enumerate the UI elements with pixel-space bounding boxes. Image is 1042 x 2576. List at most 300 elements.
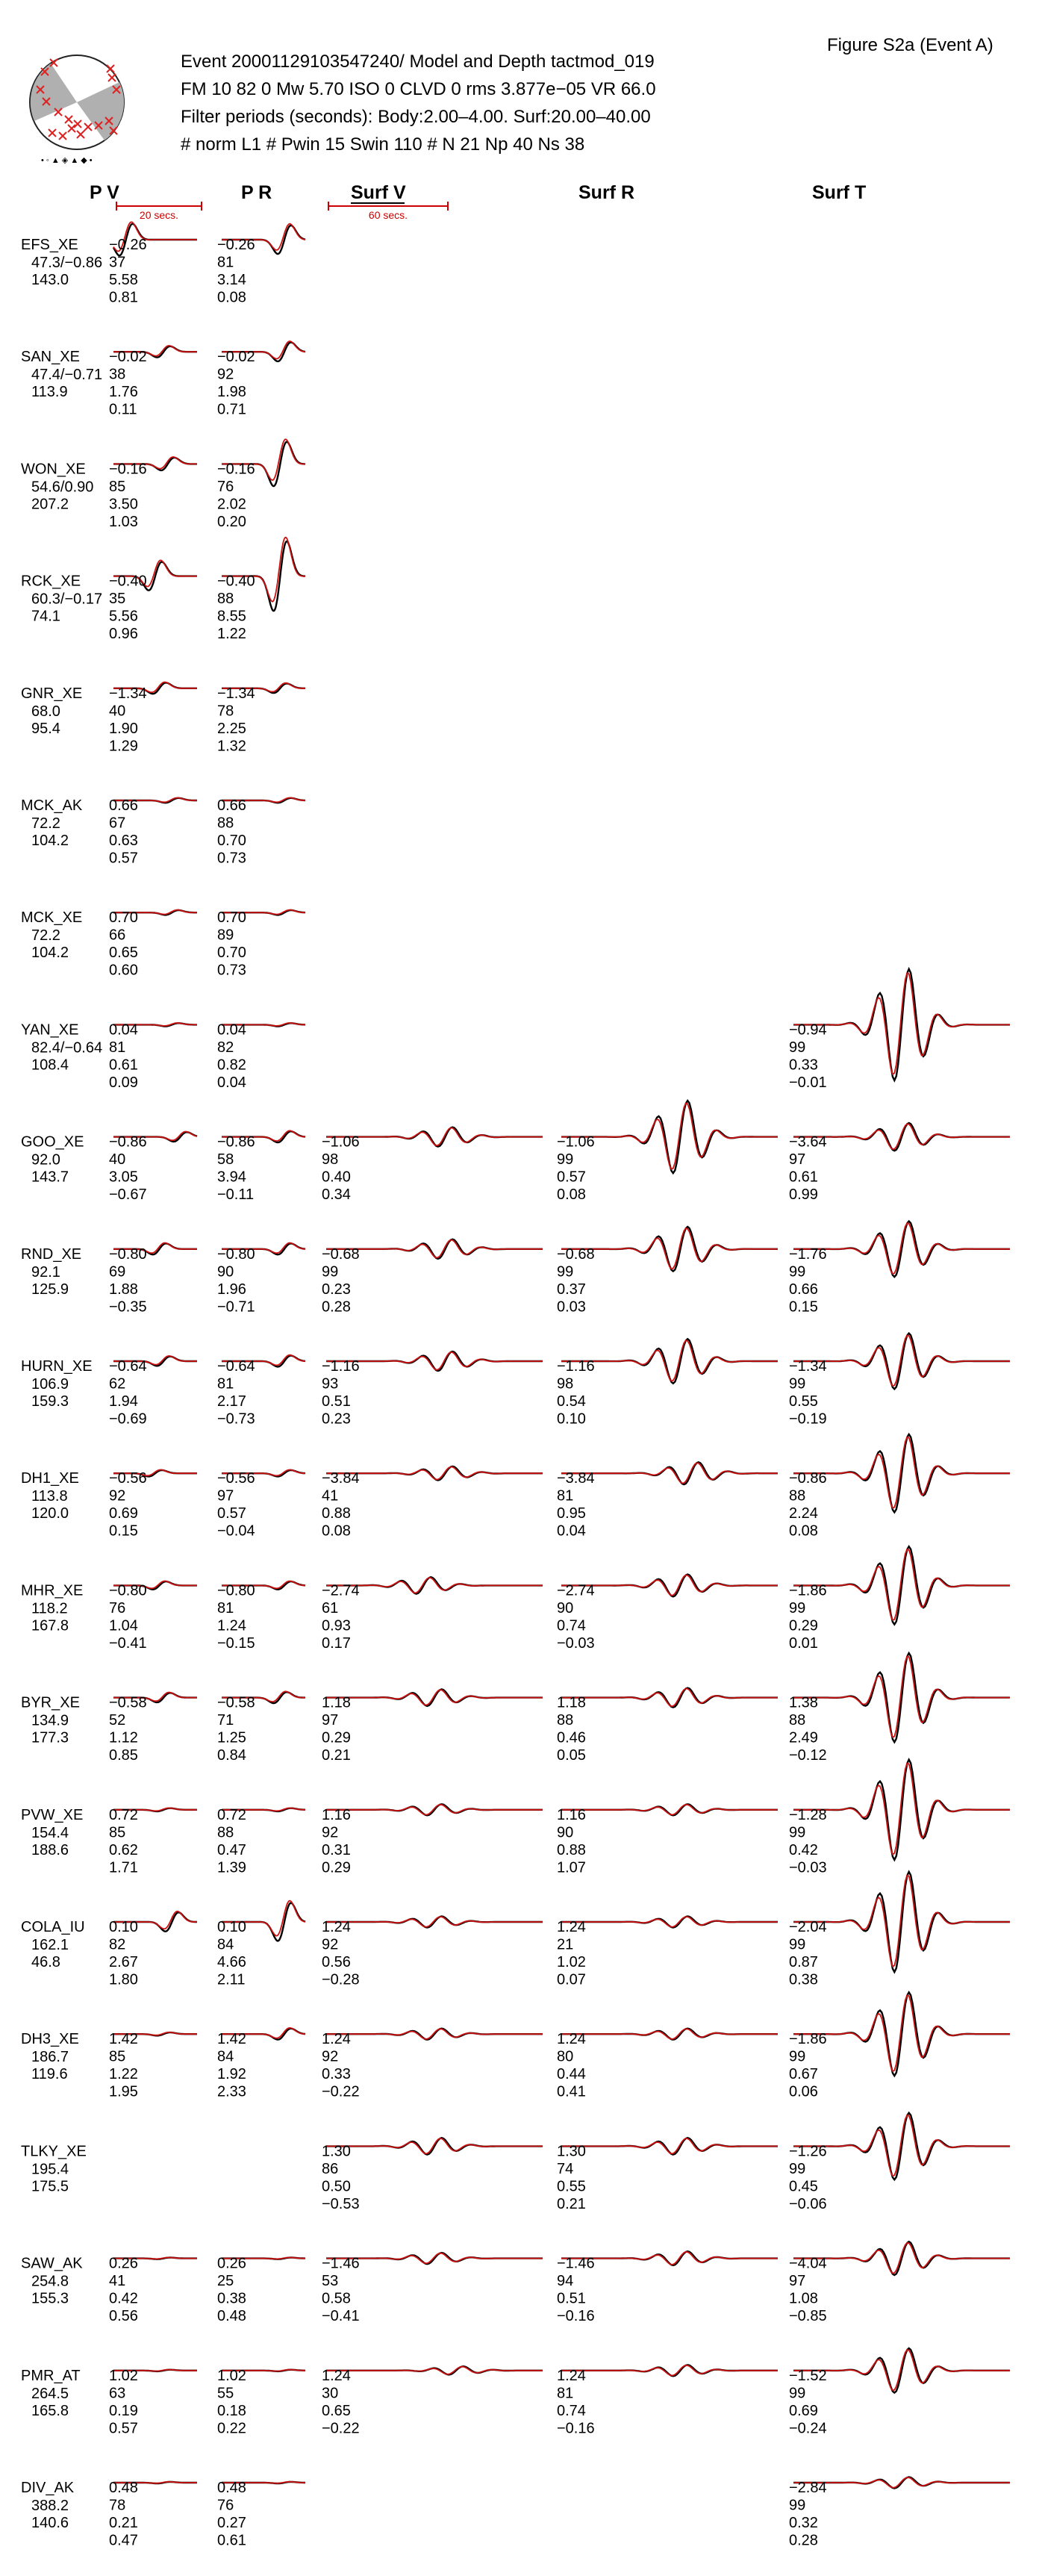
trace-cell-p-v	[109, 1807, 197, 1876]
station-azimuth: 188.6	[31, 1841, 69, 1858]
time-shift-value: −2.74	[322, 1582, 360, 1599]
time-shift-value: 0.48	[217, 2480, 246, 2496]
trace-cell-p-r	[217, 909, 305, 979]
cross-correlation-value: 81	[217, 254, 234, 271]
amplitude-ratio-value: 0.88	[322, 1505, 351, 1522]
amplitude-ratio-value: 0.61	[109, 1057, 138, 1074]
trace-cell-p-r	[217, 2480, 305, 2549]
station-name: SAW_AK	[21, 2255, 83, 2272]
cross-correlation-value: 92	[322, 2048, 339, 2065]
log-amplitude-value: 0.57	[109, 850, 138, 867]
trace-cell-surf-r	[557, 2029, 778, 2100]
trace-cell-surf-t	[789, 1334, 1010, 1428]
amplitude-ratio-value: 3.05	[109, 1169, 138, 1186]
amplitude-ratio-value: 1.08	[789, 2290, 818, 2307]
cross-correlation-value: 85	[109, 2048, 126, 2065]
cross-correlation-value: 71	[217, 1712, 234, 1729]
time-shift-value: −0.40	[217, 573, 255, 590]
trace-cell-p-r	[217, 1243, 305, 1316]
amplitude-ratio-value: 2.02	[217, 496, 246, 513]
log-amplitude-value: 0.34	[322, 1186, 351, 1204]
time-shift-value: −1.16	[322, 1358, 360, 1375]
trace-cell-surf-t	[789, 1546, 1010, 1652]
log-amplitude-value: 0.48	[217, 2308, 246, 2325]
column-header-p-r: P R	[241, 182, 272, 203]
time-shift-value: 1.02	[109, 2367, 138, 2384]
station-row	[21, 1101, 1010, 1203]
log-amplitude-value: 0.22	[217, 2420, 246, 2437]
log-amplitude-value: 0.28	[322, 1298, 351, 1316]
station-azimuth: 165.8	[31, 2402, 69, 2419]
cross-correlation-value: 97	[789, 1151, 806, 1169]
trace-cell-p-v	[109, 1132, 197, 1204]
time-shift-value: −1.46	[322, 2255, 360, 2272]
amplitude-ratio-value: 0.93	[322, 1617, 351, 1634]
station-name: GNR_XE	[21, 685, 83, 702]
cross-correlation-value: 88	[217, 1824, 234, 1841]
cross-correlation-value: 58	[217, 1151, 234, 1169]
trace-cell-p-r	[217, 224, 305, 306]
log-amplitude-value: −0.69	[109, 1410, 147, 1428]
log-amplitude-value: 0.04	[217, 1074, 246, 1091]
time-shift-value: −0.58	[217, 1694, 255, 1711]
trace-cell-surf-t	[789, 2477, 1010, 2549]
log-amplitude-value: 0.08	[322, 1522, 351, 1540]
log-amplitude-value: −0.03	[789, 1859, 827, 1876]
amplitude-ratio-value: 0.23	[322, 1281, 351, 1298]
amplitude-ratio-value: 1.04	[109, 1617, 138, 1634]
amplitude-ratio-value: 0.45	[789, 2178, 818, 2195]
station-azimuth: 159.3	[31, 1393, 69, 1410]
amplitude-ratio-value: 8.55	[217, 608, 246, 625]
scale-bar-label: 20 secs.	[139, 209, 179, 221]
amplitude-ratio-value: 0.42	[789, 1841, 818, 1858]
amplitude-ratio-value: 0.66	[789, 1281, 818, 1298]
log-amplitude-value: 0.41	[557, 2083, 586, 2100]
trace-cell-p-r	[217, 683, 305, 755]
time-shift-value: 0.72	[109, 1806, 138, 1823]
station-name: PMR_AT	[21, 2367, 81, 2384]
log-amplitude-value: 0.56	[109, 2308, 138, 2325]
time-shift-value: 1.42	[217, 2031, 246, 2048]
station-azimuth: 167.8	[31, 1617, 69, 1634]
station-distance: 72.2	[31, 927, 60, 945]
trace-cell-surf-t	[789, 1760, 1010, 1876]
log-amplitude-value: 1.03	[109, 513, 138, 530]
time-shift-value: 0.72	[217, 1806, 246, 1823]
station-name: DH3_XE	[21, 2031, 79, 2048]
log-amplitude-value: −0.16	[557, 2420, 595, 2437]
amplitude-ratio-value: 1.12	[109, 1729, 138, 1746]
trace-cell-surf-r	[557, 1575, 778, 1652]
station-name: SAN_XE	[21, 349, 80, 366]
station-distance: 68.0	[31, 703, 60, 720]
cross-correlation-value: 76	[217, 478, 234, 495]
amplitude-ratio-value: 1.92	[217, 2066, 246, 2083]
time-shift-value: −0.16	[217, 461, 255, 478]
time-shift-value: −1.86	[789, 1582, 827, 1599]
log-amplitude-value: 0.81	[109, 289, 138, 306]
time-shift-value: −0.40	[109, 573, 147, 590]
amplitude-ratio-value: 0.74	[557, 2402, 586, 2419]
time-shift-value: −2.84	[789, 2480, 827, 2496]
time-shift-value: −0.86	[789, 1470, 827, 1487]
log-amplitude-value: 0.08	[217, 289, 246, 306]
log-amplitude-value: 0.07	[557, 1971, 586, 1988]
log-amplitude-value: 0.21	[557, 2195, 586, 2212]
trace-cell-p-r	[217, 1130, 305, 1203]
station-name: YAN_XE	[21, 1021, 79, 1039]
time-shift-value: −3.64	[789, 1133, 827, 1151]
time-shift-value: −2.74	[557, 1582, 595, 1599]
station-distance: 60.3/−0.17	[31, 591, 103, 608]
trace-cell-surf-v	[322, 2253, 543, 2324]
amplitude-ratio-value: 0.61	[789, 1169, 818, 1186]
station-distance: 118.2	[31, 1600, 68, 1617]
trace-cell-p-r	[217, 439, 305, 530]
cross-correlation-value: 99	[557, 1263, 574, 1281]
log-amplitude-value: 0.04	[557, 1522, 586, 1540]
amplitude-ratio-value: 0.62	[109, 1841, 138, 1858]
cross-correlation-value: 41	[322, 1487, 339, 1505]
amplitude-ratio-value: 0.32	[789, 2515, 818, 2531]
cross-correlation-value: 97	[789, 2273, 806, 2290]
cross-correlation-value: 90	[217, 1263, 234, 1281]
station-azimuth: 95.4	[31, 720, 60, 737]
cross-correlation-value: 98	[322, 1151, 339, 1169]
log-amplitude-value: 0.15	[789, 1298, 818, 1316]
amplitude-ratio-value: 0.57	[557, 1169, 586, 1186]
cross-correlation-value: 55	[217, 2385, 234, 2402]
log-amplitude-value: −0.01	[789, 1074, 827, 1091]
trace-cell-p-v	[109, 1581, 197, 1652]
station-row	[21, 909, 305, 979]
station-distance: 388.2	[31, 2498, 69, 2514]
log-amplitude-value: 0.17	[322, 1634, 351, 1652]
time-shift-value: 1.38	[789, 1694, 818, 1711]
time-shift-value: −1.28	[789, 1806, 827, 1823]
time-shift-value: 1.30	[557, 2143, 586, 2160]
amplitude-ratio-value: 0.50	[322, 2178, 351, 2195]
amplitude-ratio-value: 1.90	[109, 720, 138, 737]
time-shift-value: −0.68	[322, 1245, 360, 1263]
amplitude-ratio-value: 0.37	[557, 1281, 586, 1298]
amplitude-ratio-value: 5.56	[109, 608, 138, 625]
trace-cell-surf-r	[557, 1462, 778, 1539]
amplitude-ratio-value: 0.42	[109, 2290, 138, 2307]
trace-cell-p-r	[217, 1691, 305, 1764]
amplitude-ratio-value: 2.25	[217, 720, 246, 737]
scale-bar-surf-v	[328, 202, 448, 221]
time-shift-value: 0.10	[109, 1919, 138, 1935]
amplitude-ratio-value: 0.95	[557, 1505, 586, 1522]
trace-cell-surf-r	[557, 1339, 778, 1427]
amplitude-ratio-value: 0.58	[322, 2290, 351, 2307]
cross-correlation-value: 67	[109, 815, 126, 832]
trace-cell-surf-r	[557, 1101, 778, 1203]
time-shift-value: −0.64	[109, 1358, 147, 1375]
time-shift-value: −0.86	[109, 1133, 147, 1151]
log-amplitude-value: 0.11	[109, 401, 137, 418]
trace-cell-p-v	[109, 1693, 197, 1764]
station-azimuth: 74.1	[31, 608, 60, 625]
cross-correlation-value: 80	[557, 2048, 574, 2065]
station-azimuth: 119.6	[31, 2066, 68, 2083]
time-shift-value: 1.24	[322, 2367, 351, 2384]
station-name: HURN_XE	[21, 1358, 93, 1375]
station-row	[21, 1222, 1010, 1316]
trace-cell-surf-v	[322, 2029, 543, 2100]
time-shift-value: −1.34	[217, 685, 255, 702]
cross-correlation-value: 99	[789, 2160, 806, 2177]
amplitude-ratio-value: 1.02	[557, 1954, 586, 1970]
trace-cell-p-v	[109, 2031, 197, 2100]
amplitude-ratio-value: 1.98	[217, 384, 246, 401]
header-line-2: FM 10 82 0 Mw 5.70 ISO 0 CLVD 0 rms 3.877e−05 VR 66.0	[181, 79, 656, 99]
log-amplitude-value: 1.39	[217, 1859, 246, 1876]
cross-correlation-value: 25	[217, 2273, 234, 2290]
amplitude-ratio-value: 0.88	[557, 1841, 586, 1858]
log-amplitude-value: −0.16	[557, 2308, 595, 2325]
trace-cell-surf-v	[322, 1466, 543, 1540]
log-amplitude-value: 0.03	[557, 1298, 586, 1316]
amplitude-ratio-value: 2.49	[789, 1729, 818, 1746]
log-amplitude-value: −0.85	[789, 2308, 827, 2325]
cross-correlation-value: 99	[557, 1151, 574, 1169]
trace-cell-surf-t	[789, 2241, 1010, 2324]
cross-correlation-value: 99	[322, 1263, 339, 1281]
time-shift-value: 1.42	[109, 2031, 138, 2048]
time-shift-value: −0.02	[217, 349, 255, 366]
trace-cell-surf-r	[557, 2251, 778, 2324]
log-amplitude-value: −0.73	[217, 1410, 255, 1428]
station-azimuth: 143.0	[31, 272, 69, 288]
station-distance: 113.8	[31, 1488, 68, 1505]
cross-correlation-value: 82	[217, 1039, 234, 1056]
column-header-p-v: P V	[90, 182, 119, 203]
trace-cell-p-r	[217, 2256, 305, 2325]
cross-correlation-value: 99	[789, 2497, 806, 2514]
amplitude-ratio-value: 0.29	[789, 1617, 818, 1634]
trace-cell-p-v	[109, 2256, 197, 2325]
cross-correlation-value: 81	[557, 1487, 574, 1505]
log-amplitude-value: −0.03	[557, 1634, 595, 1652]
amplitude-ratio-value: 0.18	[217, 2402, 246, 2419]
trace-cell-surf-t	[789, 1222, 1010, 1316]
time-shift-value: 0.26	[217, 2255, 246, 2272]
station-distance: 54.6/0.90	[31, 479, 94, 496]
trace-cell-p-v	[109, 1356, 197, 1428]
trace-cell-surf-r	[557, 1688, 778, 1764]
amplitude-ratio-value: 0.51	[322, 1393, 351, 1410]
cross-correlation-value: 53	[322, 2273, 339, 2290]
scale-bar-label: 60 secs.	[368, 209, 408, 221]
amplitude-ratio-value: 0.63	[109, 833, 138, 849]
trace-cell-surf-t	[789, 969, 1010, 1091]
cross-correlation-value: 63	[109, 2385, 126, 2402]
station-distance: 154.4	[31, 1824, 69, 1841]
log-amplitude-value: −0.15	[217, 1634, 255, 1652]
trace-cell-p-r	[217, 1901, 305, 1988]
trace-cell-surf-t	[789, 1872, 1010, 1988]
trace-cell-surf-v	[322, 1127, 543, 1204]
amplitude-ratio-value: 0.67	[789, 2066, 818, 2083]
log-amplitude-value: 0.99	[789, 1186, 818, 1204]
station-name: DIV_AK	[21, 2480, 75, 2496]
station-row	[21, 341, 305, 418]
station-name: MCK_AK	[21, 797, 83, 814]
trace-cell-surf-t	[789, 1992, 1010, 2100]
amplitude-ratio-value: 3.14	[217, 272, 246, 288]
log-amplitude-value: −0.22	[322, 2420, 360, 2437]
log-amplitude-value: −0.28	[322, 1971, 360, 1988]
trace-cell-surf-v	[322, 1804, 543, 1876]
amplitude-ratio-value: 0.31	[322, 1841, 351, 1858]
amplitude-ratio-value: 0.74	[557, 1617, 586, 1634]
trace-cell-p-r	[217, 1581, 305, 1652]
station-row	[21, 2241, 1010, 2324]
trace-cell-surf-v	[322, 1577, 543, 1652]
trace-cell-p-v	[109, 682, 197, 755]
log-amplitude-value: −0.71	[217, 1298, 255, 1316]
time-shift-value: −0.80	[217, 1245, 255, 1263]
cross-correlation-value: 52	[109, 1712, 126, 1729]
cross-correlation-value: 99	[789, 1599, 806, 1617]
trace-cell-surf-r	[557, 2138, 778, 2212]
station-distance: 47.4/−0.71	[31, 367, 103, 384]
cross-correlation-value: 99	[789, 1375, 806, 1393]
station-distance: 92.1	[31, 1263, 60, 1281]
time-shift-value: 0.66	[217, 797, 246, 814]
log-amplitude-value: −0.22	[322, 2083, 360, 2100]
time-shift-value: 1.24	[322, 1919, 351, 1935]
station-row	[21, 1434, 1010, 1540]
trace-cell-p-r	[217, 1470, 305, 1540]
time-shift-value: 1.24	[557, 1919, 586, 1935]
scale-bar-p-v	[116, 202, 202, 221]
amplitude-ratio-value: 2.67	[109, 1954, 138, 1970]
cross-correlation-value: 92	[217, 366, 234, 383]
beachball-footer: • ◦ ▲ ◈ ▲ ◆ •	[41, 156, 93, 165]
cross-correlation-value: 88	[557, 1712, 574, 1729]
amplitude-ratio-value: 0.87	[789, 1954, 818, 1970]
header-line-3: Filter periods (seconds): Body:2.00–4.00. Surf:20.00–40.00	[181, 107, 651, 127]
station-azimuth: 177.3	[31, 1729, 69, 1746]
log-amplitude-value: 0.06	[789, 2083, 818, 2100]
time-shift-value: −0.94	[789, 1021, 827, 1039]
column-headers	[90, 182, 866, 203]
column-header-surf-t: Surf T	[812, 182, 867, 203]
station-azimuth: 104.2	[31, 833, 69, 849]
amplitude-ratio-value: 1.25	[217, 1729, 246, 1746]
time-shift-value: 1.18	[557, 1694, 586, 1711]
station-row	[21, 222, 305, 305]
amplitude-ratio-value: 0.54	[557, 1393, 586, 1410]
trace-cell-surf-t	[789, 1123, 1010, 1203]
cross-correlation-value: 97	[217, 1487, 234, 1505]
amplitude-ratio-value: 0.69	[109, 1505, 138, 1522]
station-name: EFS_XE	[21, 237, 78, 253]
trace-cell-p-v	[109, 222, 197, 305]
amplitude-ratio-value: 5.58	[109, 272, 138, 288]
log-amplitude-value: 0.38	[789, 1971, 818, 1988]
cross-correlation-value: 84	[217, 1936, 234, 1953]
station-row	[21, 1334, 1010, 1428]
cross-correlation-value: 85	[109, 478, 126, 495]
amplitude-ratio-value: 1.94	[109, 1393, 138, 1410]
cross-correlation-value: 37	[109, 254, 126, 271]
amplitude-ratio-value: 0.57	[217, 1505, 246, 1522]
cross-correlation-value: 99	[789, 1039, 806, 1056]
amplitude-ratio-value: 0.33	[322, 2066, 351, 2083]
log-amplitude-value: −0.67	[109, 1186, 147, 1204]
synthetic-trace	[222, 538, 305, 602]
amplitude-ratio-value: 0.51	[557, 2290, 586, 2307]
log-amplitude-value: 1.29	[109, 738, 138, 755]
station-name: COLA_IU	[21, 1919, 85, 1935]
cross-correlation-value: 89	[217, 927, 234, 944]
trace-cell-surf-r	[557, 1917, 778, 1988]
amplitude-ratio-value: 0.38	[217, 2290, 246, 2307]
time-shift-value: 1.30	[322, 2143, 351, 2160]
trace-cell-surf-r	[557, 2365, 778, 2436]
log-amplitude-value: 2.33	[217, 2083, 246, 2100]
time-shift-value: −3.84	[557, 1470, 595, 1487]
time-shift-value: 1.24	[322, 2031, 351, 2048]
station-row	[21, 1653, 1010, 1764]
time-shift-value: −0.26	[109, 237, 147, 253]
cross-correlation-value: 21	[557, 1936, 574, 1953]
station-distance: 106.9	[31, 1376, 69, 1393]
cross-correlation-value: 93	[322, 1375, 339, 1393]
log-amplitude-value: 0.05	[557, 1747, 586, 1764]
station-azimuth: 155.3	[31, 2290, 69, 2307]
time-shift-value: −0.80	[109, 1245, 147, 1263]
trace-cell-surf-v	[322, 1239, 543, 1316]
station-azimuth: 140.6	[31, 2515, 69, 2531]
station-row	[21, 2477, 1010, 2549]
amplitude-ratio-value: 0.33	[789, 1057, 818, 1074]
station-name: DH1_XE	[21, 1470, 79, 1487]
trace-cell-p-v	[109, 346, 197, 418]
trace-cell-p-r	[217, 1021, 305, 1091]
time-shift-value: 0.04	[109, 1021, 138, 1039]
log-amplitude-value: 0.57	[109, 2420, 138, 2437]
time-shift-value: 1.16	[557, 1806, 586, 1823]
time-shift-value: −1.26	[789, 2143, 827, 2160]
log-amplitude-value: 0.23	[322, 1410, 351, 1428]
station-row	[21, 2113, 1010, 2212]
trace-cell-surf-v	[322, 1689, 543, 1764]
cross-correlation-value: 76	[109, 1599, 126, 1617]
amplitude-ratio-value: 0.55	[789, 1393, 818, 1410]
trace-cell-p-r	[217, 1807, 305, 1876]
station-row	[21, 1872, 1010, 1988]
cross-correlation-value: 92	[109, 1487, 126, 1505]
log-amplitude-value: −0.06	[789, 2195, 827, 2212]
cross-correlation-value: 92	[322, 1936, 339, 1953]
station-name: WON_XE	[21, 461, 86, 478]
trace-cell-p-v	[109, 457, 197, 530]
amplitude-ratio-value: 2.17	[217, 1393, 246, 1410]
beachball	[30, 55, 124, 165]
time-shift-value: −1.06	[322, 1133, 360, 1151]
amplitude-ratio-value: 0.47	[217, 1841, 246, 1858]
cross-correlation-value: 90	[557, 1824, 574, 1841]
log-amplitude-value: 0.09	[109, 1074, 138, 1091]
time-shift-value: 1.24	[557, 2367, 586, 2384]
log-amplitude-value: 1.07	[557, 1859, 586, 1876]
